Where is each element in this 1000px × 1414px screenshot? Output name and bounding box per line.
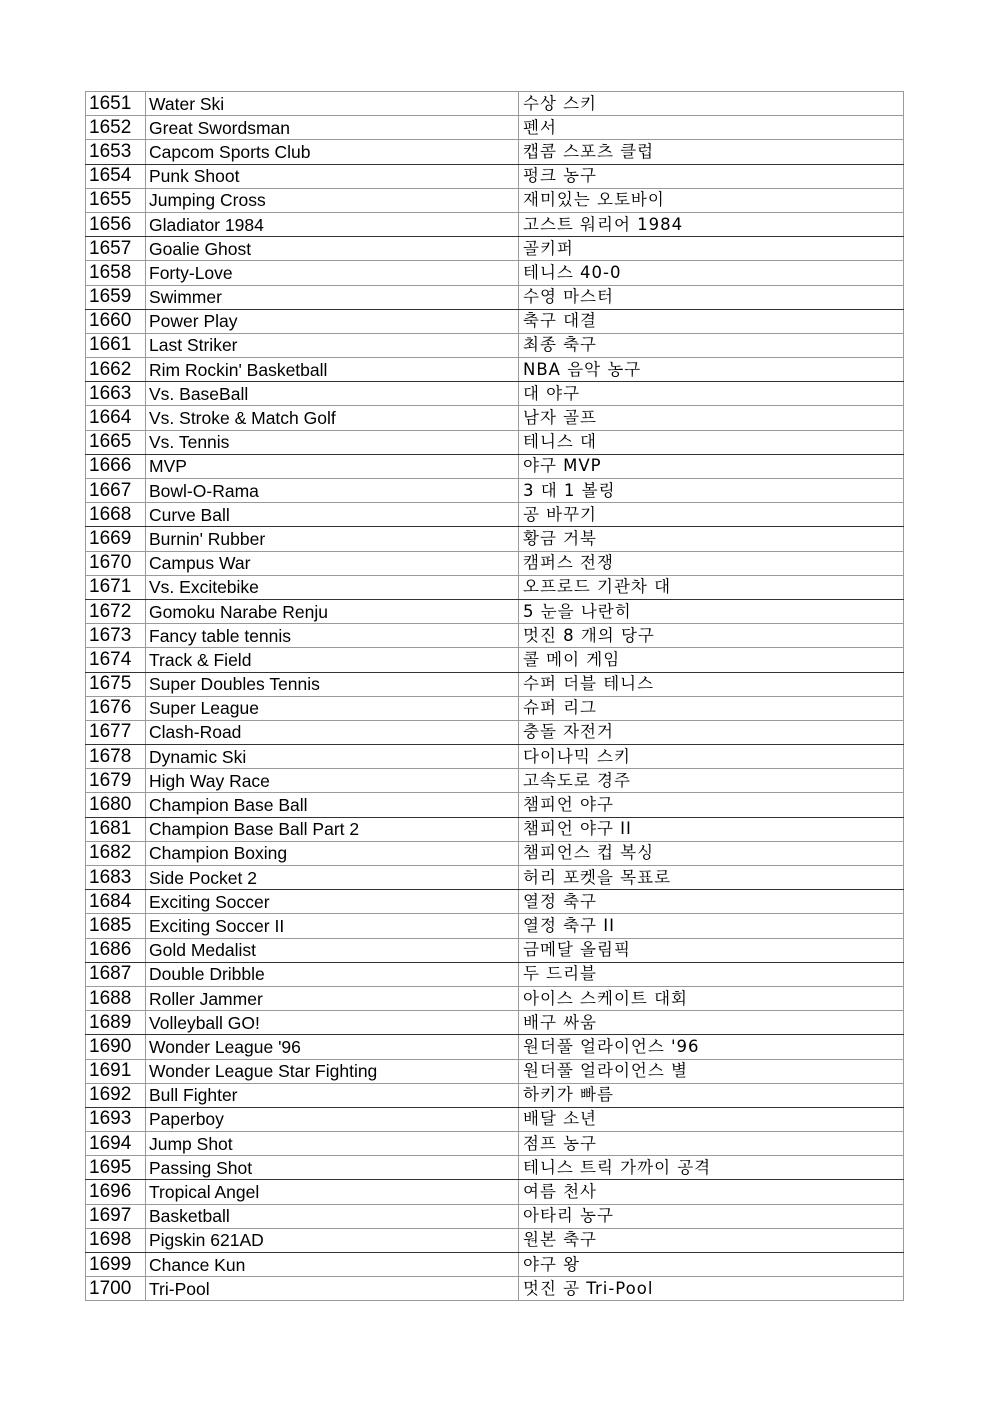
row-number: 1655	[86, 188, 146, 212]
row-number: 1682	[86, 841, 146, 865]
game-title: Chance Kun	[146, 1253, 519, 1277]
game-title: Goalie Ghost	[146, 237, 519, 261]
row-number: 1651	[86, 92, 146, 116]
row-number: 1664	[86, 406, 146, 430]
game-title: Rim Rockin' Basketball	[146, 358, 519, 382]
game-title: Bowl-O-Rama	[146, 479, 519, 503]
korean-title: 남자 골프	[519, 406, 904, 430]
korean-title: 수상 스키	[519, 92, 904, 116]
row-number: 1660	[86, 309, 146, 333]
korean-title: 두 드리블	[519, 962, 904, 986]
korean-title: 대 야구	[519, 382, 904, 406]
korean-title: 수영 마스터	[519, 285, 904, 309]
table-row	[86, 309, 904, 333]
table-row	[86, 1204, 904, 1228]
korean-title: 배달 소년	[519, 1107, 904, 1131]
row-number: 1683	[86, 866, 146, 890]
row-number: 1659	[86, 285, 146, 309]
table-row	[86, 1228, 904, 1252]
table-row	[86, 890, 904, 914]
korean-title: 고스트 워리어 1984	[519, 212, 904, 236]
korean-title: 오프로드 기관차 대	[519, 575, 904, 599]
table-row	[86, 793, 904, 817]
table-row	[86, 1035, 904, 1059]
table-row	[86, 527, 904, 551]
row-number: 1668	[86, 503, 146, 527]
game-title: MVP	[146, 454, 519, 478]
row-number: 1700	[86, 1277, 146, 1301]
game-title: Exciting Soccer II	[146, 914, 519, 938]
game-title: Fancy table tennis	[146, 624, 519, 648]
game-title: Clash-Road	[146, 720, 519, 744]
korean-title: 캠퍼스 전쟁	[519, 551, 904, 575]
korean-title: 3 대 1 볼링	[519, 479, 904, 503]
table-row	[86, 503, 904, 527]
table-row	[86, 1059, 904, 1083]
game-title: Champion Base Ball	[146, 793, 519, 817]
table-row	[86, 599, 904, 623]
korean-title: 고속도로 경주	[519, 769, 904, 793]
game-title: Vs. Tennis	[146, 430, 519, 454]
korean-title: 챔피언스 컵 복싱	[519, 841, 904, 865]
game-title: Super League	[146, 696, 519, 720]
table-row	[86, 841, 904, 865]
korean-title: 축구 대결	[519, 309, 904, 333]
game-title: Water Ski	[146, 92, 519, 116]
game-title: Track & Field	[146, 648, 519, 672]
row-number: 1680	[86, 793, 146, 817]
table-row	[86, 745, 904, 769]
row-number: 1662	[86, 358, 146, 382]
korean-title: 열정 축구 II	[519, 914, 904, 938]
korean-title: 슈퍼 리그	[519, 696, 904, 720]
table-row	[86, 696, 904, 720]
row-number: 1698	[86, 1228, 146, 1252]
korean-title: 열정 축구	[519, 890, 904, 914]
korean-title: 다이나믹 스키	[519, 745, 904, 769]
game-title: Champion Boxing	[146, 841, 519, 865]
korean-title: 펜서	[519, 116, 904, 140]
korean-title: 멋진 8 개의 당구	[519, 624, 904, 648]
game-title: Tri-Pool	[146, 1277, 519, 1301]
korean-title: 캡콤 스포츠 클럽	[519, 140, 904, 164]
table-row	[86, 92, 904, 116]
row-number: 1652	[86, 116, 146, 140]
korean-title: NBA 음악 농구	[519, 358, 904, 382]
table-row	[86, 962, 904, 986]
row-number: 1667	[86, 479, 146, 503]
table-row	[86, 866, 904, 890]
table-row	[86, 1156, 904, 1180]
table-row	[86, 986, 904, 1010]
row-number: 1696	[86, 1180, 146, 1204]
korean-title: 공 바꾸기	[519, 503, 904, 527]
table-row	[86, 430, 904, 454]
game-title: Side Pocket 2	[146, 866, 519, 890]
row-number: 1688	[86, 986, 146, 1010]
korean-title: 금메달 올림픽	[519, 938, 904, 962]
row-number: 1692	[86, 1083, 146, 1107]
game-title: Burnin' Rubber	[146, 527, 519, 551]
row-number: 1691	[86, 1059, 146, 1083]
row-number: 1658	[86, 261, 146, 285]
korean-title: 멋진 공 Tri-Pool	[519, 1277, 904, 1301]
game-title: Vs. Excitebike	[146, 575, 519, 599]
row-number: 1687	[86, 962, 146, 986]
game-title: Gold Medalist	[146, 938, 519, 962]
table-row	[86, 938, 904, 962]
row-number: 1661	[86, 333, 146, 357]
korean-title: 황금 거북	[519, 527, 904, 551]
korean-title: 수퍼 더블 테니스	[519, 672, 904, 696]
table-row	[86, 406, 904, 430]
table-row	[86, 454, 904, 478]
row-number: 1672	[86, 599, 146, 623]
korean-title: 5 눈을 나란히	[519, 599, 904, 623]
row-number: 1681	[86, 817, 146, 841]
row-number: 1676	[86, 696, 146, 720]
game-title: Passing Shot	[146, 1156, 519, 1180]
korean-title: 원더풀 얼라이언스 '96	[519, 1035, 904, 1059]
row-number: 1671	[86, 575, 146, 599]
table-row	[86, 624, 904, 648]
korean-title: 허리 포켓을 목표로	[519, 866, 904, 890]
korean-title: 원더풀 얼라이언스 별	[519, 1059, 904, 1083]
game-title: Pigskin 621AD	[146, 1228, 519, 1252]
table-row	[86, 914, 904, 938]
row-number: 1695	[86, 1156, 146, 1180]
row-number: 1665	[86, 430, 146, 454]
table-row	[86, 720, 904, 744]
game-title: Super Doubles Tennis	[146, 672, 519, 696]
table-row	[86, 164, 904, 188]
game-title: Swimmer	[146, 285, 519, 309]
korean-title: 최종 축구	[519, 333, 904, 357]
game-title: Dynamic Ski	[146, 745, 519, 769]
table-row	[86, 285, 904, 309]
korean-title: 테니스 40-0	[519, 261, 904, 285]
game-title: Forty-Love	[146, 261, 519, 285]
korean-title: 골키퍼	[519, 237, 904, 261]
row-number: 1675	[86, 672, 146, 696]
row-number: 1679	[86, 769, 146, 793]
table-row	[86, 817, 904, 841]
game-title: Jump Shot	[146, 1132, 519, 1156]
korean-title: 충돌 자전거	[519, 720, 904, 744]
row-number: 1654	[86, 164, 146, 188]
game-title: Vs. Stroke & Match Golf	[146, 406, 519, 430]
game-title: Volleyball GO!	[146, 1011, 519, 1035]
game-title: Gomoku Narabe Renju	[146, 599, 519, 623]
table-row	[86, 672, 904, 696]
game-title: Power Play	[146, 309, 519, 333]
row-number: 1694	[86, 1132, 146, 1156]
game-title: Jumping Cross	[146, 188, 519, 212]
korean-title: 콜 메이 게임	[519, 648, 904, 672]
korean-title: 여름 천사	[519, 1180, 904, 1204]
game-title: Capcom Sports Club	[146, 140, 519, 164]
table-row	[86, 1107, 904, 1131]
table-row	[86, 769, 904, 793]
korean-title: 펑크 농구	[519, 164, 904, 188]
row-number: 1693	[86, 1107, 146, 1131]
table-row	[86, 1180, 904, 1204]
row-number: 1699	[86, 1253, 146, 1277]
table-row	[86, 1132, 904, 1156]
game-title: Wonder League Star Fighting	[146, 1059, 519, 1083]
korean-title: 하키가 빠름	[519, 1083, 904, 1107]
row-number: 1653	[86, 140, 146, 164]
row-number: 1673	[86, 624, 146, 648]
game-title: Double Dribble	[146, 962, 519, 986]
table-row	[86, 1277, 904, 1301]
table-row	[86, 140, 904, 164]
row-number: 1674	[86, 648, 146, 672]
game-title: Punk Shoot	[146, 164, 519, 188]
game-title: Exciting Soccer	[146, 890, 519, 914]
korean-title: 재미있는 오토바이	[519, 188, 904, 212]
row-number: 1663	[86, 382, 146, 406]
game-title: Vs. BaseBall	[146, 382, 519, 406]
game-title: High Way Race	[146, 769, 519, 793]
korean-title: 테니스 트릭 가까이 공격	[519, 1156, 904, 1180]
game-title: Last Striker	[146, 333, 519, 357]
korean-title: 테니스 대	[519, 430, 904, 454]
game-title: Wonder League '96	[146, 1035, 519, 1059]
table-row	[86, 1083, 904, 1107]
row-number: 1686	[86, 938, 146, 962]
row-number: 1697	[86, 1204, 146, 1228]
game-title: Basketball	[146, 1204, 519, 1228]
row-number: 1677	[86, 720, 146, 744]
row-number: 1678	[86, 745, 146, 769]
game-title: Great Swordsman	[146, 116, 519, 140]
korean-title: 챔피언 야구	[519, 793, 904, 817]
game-list-table	[85, 91, 904, 1301]
korean-title: 야구 왕	[519, 1253, 904, 1277]
korean-title: 아이스 스케이트 대회	[519, 986, 904, 1010]
table-row	[86, 212, 904, 236]
table-row	[86, 358, 904, 382]
row-number: 1656	[86, 212, 146, 236]
table-row	[86, 479, 904, 503]
row-number: 1666	[86, 454, 146, 478]
table-row	[86, 1253, 904, 1277]
korean-title: 배구 싸움	[519, 1011, 904, 1035]
table-row	[86, 648, 904, 672]
korean-title: 원본 축구	[519, 1228, 904, 1252]
game-title: Tropical Angel	[146, 1180, 519, 1204]
korean-title: 야구 MVP	[519, 454, 904, 478]
row-number: 1685	[86, 914, 146, 938]
row-number: 1669	[86, 527, 146, 551]
table-row	[86, 551, 904, 575]
table-row	[86, 237, 904, 261]
korean-title: 챔피언 야구 II	[519, 817, 904, 841]
game-title: Paperboy	[146, 1107, 519, 1131]
table-row	[86, 188, 904, 212]
game-title: Roller Jammer	[146, 986, 519, 1010]
row-number: 1690	[86, 1035, 146, 1059]
row-number: 1657	[86, 237, 146, 261]
table-row	[86, 575, 904, 599]
game-title: Curve Ball	[146, 503, 519, 527]
game-title: Bull Fighter	[146, 1083, 519, 1107]
game-title: Gladiator 1984	[146, 212, 519, 236]
korean-title: 아타리 농구	[519, 1204, 904, 1228]
game-list-body	[86, 92, 904, 1301]
table-row	[86, 1011, 904, 1035]
korean-title: 점프 농구	[519, 1132, 904, 1156]
table-row	[86, 261, 904, 285]
row-number: 1689	[86, 1011, 146, 1035]
table-row	[86, 382, 904, 406]
table-row	[86, 333, 904, 357]
table-row	[86, 116, 904, 140]
row-number: 1684	[86, 890, 146, 914]
game-title: Campus War	[146, 551, 519, 575]
game-title: Champion Base Ball Part 2	[146, 817, 519, 841]
row-number: 1670	[86, 551, 146, 575]
